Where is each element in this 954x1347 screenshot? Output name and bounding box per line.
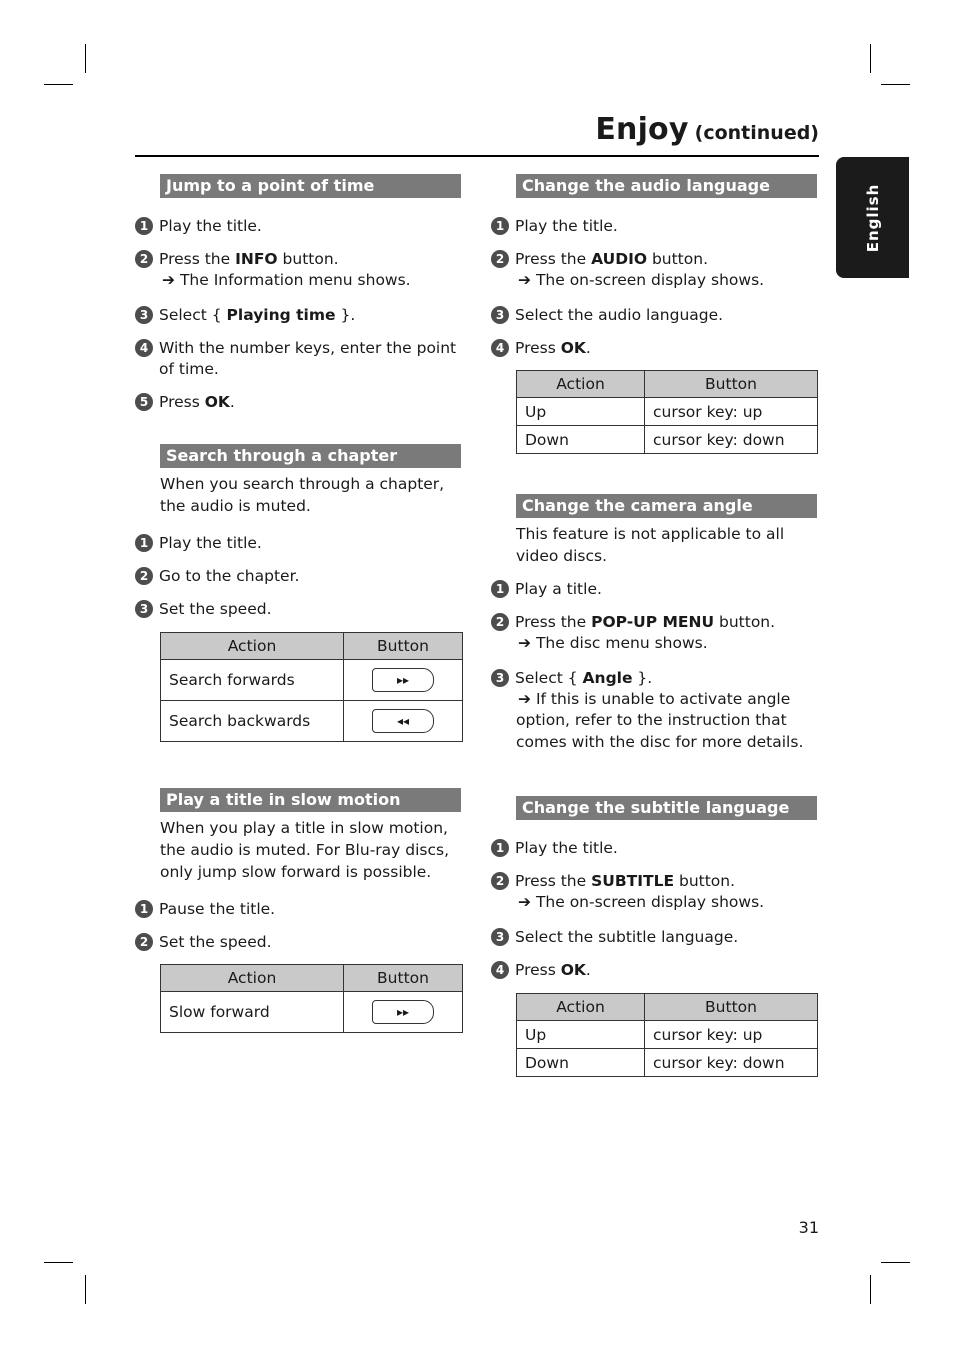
- step-number: 2: [491, 872, 509, 890]
- table-cell: [344, 701, 463, 742]
- step-text: Play a title.: [515, 580, 602, 598]
- crop-mark: [44, 1262, 73, 1263]
- table-header-cell: Action: [161, 633, 344, 660]
- section-intro: When you play a title in slow motion, the audio is muted. For Blu-ray discs, only jump slow forward is possible.: [160, 819, 449, 881]
- step-number: 5: [135, 393, 153, 411]
- table-header-cell: Button: [645, 371, 818, 398]
- step-item: [139, 338, 463, 380]
- section-heading-search: Search through a chapter: [160, 444, 461, 468]
- language-tab: [836, 157, 909, 278]
- page-title-sub: (continued): [694, 122, 819, 144]
- section-heading-jump: Jump to a point of time: [160, 174, 461, 198]
- table-row: [161, 701, 463, 742]
- step-text: Pause the title.: [159, 900, 276, 918]
- arrow-icon: ➔: [518, 893, 531, 911]
- arrow-icon: ➔: [162, 271, 175, 289]
- step-text: Select the subtitle language.: [515, 928, 739, 946]
- page-title: [595, 112, 819, 147]
- step-note: If this is unable to activate angle: [535, 690, 791, 708]
- step-key: SUBTITLE: [591, 872, 675, 890]
- step-text: Play the title.: [159, 217, 262, 235]
- section-intro: When you search through a chapter, the audio is muted.: [160, 475, 445, 515]
- section-heading-slow: Play a title in slow motion: [160, 788, 461, 812]
- table-header-cell: Action: [517, 371, 645, 398]
- language-tab-label: English: [863, 183, 882, 252]
- header-rule: [135, 155, 819, 157]
- step-text: Select the audio language.: [515, 306, 724, 324]
- step-text: Press: [159, 393, 205, 411]
- step-note: The Information menu shows.: [179, 271, 411, 289]
- table-row: [161, 992, 463, 1033]
- step-number: 1: [135, 900, 153, 918]
- step-number: 2: [135, 933, 153, 951]
- step-number: 1: [491, 217, 509, 235]
- step-text: button.: [714, 613, 776, 631]
- section-heading-camera: Change the camera angle: [516, 494, 817, 518]
- table-cell: Down: [517, 426, 645, 454]
- step-result: [518, 689, 790, 710]
- step-number: 1: [491, 580, 509, 598]
- step-text: button.: [277, 250, 339, 268]
- table-cell: cursor key: up: [645, 398, 818, 426]
- table-row: [161, 660, 463, 701]
- step-text: button.: [674, 872, 736, 890]
- crop-mark: [881, 1262, 910, 1263]
- page-title-main: Enjoy: [595, 112, 689, 147]
- step-text: Press the: [159, 250, 236, 268]
- rewind-icon: ◂◂: [372, 709, 434, 733]
- step-note: The on-screen display shows.: [535, 893, 765, 911]
- step-number: 1: [491, 839, 509, 857]
- table-cell: cursor key: up: [645, 1021, 818, 1049]
- step-result: [518, 270, 764, 291]
- step-key: Angle: [582, 669, 633, 687]
- step-text: Play the title.: [515, 217, 618, 235]
- step-item: [495, 668, 653, 689]
- table-cell: Up: [517, 1021, 645, 1049]
- step-key: OK: [560, 961, 586, 979]
- table-cell: cursor key: down: [645, 1049, 818, 1077]
- step-number: 3: [491, 928, 509, 946]
- table-header-cell: Action: [161, 965, 344, 992]
- table-cell: Up: [517, 398, 645, 426]
- step-item: [139, 932, 272, 953]
- crop-mark: [44, 84, 73, 85]
- step-text: .: [585, 961, 591, 979]
- step-item: [495, 960, 591, 981]
- step-number: 1: [135, 534, 153, 552]
- audio-table: [516, 370, 818, 454]
- step-text: button.: [647, 250, 708, 268]
- step-key: OK: [204, 393, 230, 411]
- step-text: Set the speed.: [159, 600, 272, 618]
- section-intro: This feature is not applicable to all video discs.: [516, 525, 785, 565]
- page-number: 31: [798, 1218, 819, 1237]
- arrow-icon: ➔: [518, 271, 531, 289]
- section-heading-audio: Change the audio language: [516, 174, 817, 198]
- step-text: Select {: [515, 669, 583, 687]
- crop-mark: [85, 1275, 86, 1304]
- step-text: Press the: [515, 250, 592, 268]
- step-text: Go to the chapter.: [159, 567, 300, 585]
- step-key: Playing time: [226, 306, 336, 324]
- table-header-cell: Button: [344, 965, 463, 992]
- table-header-cell: Button: [645, 994, 818, 1021]
- step-item: [139, 216, 262, 237]
- table-cell: [344, 660, 463, 701]
- arrow-icon: ➔: [518, 690, 531, 708]
- step-text: Play the title.: [515, 839, 618, 857]
- step-text: .: [585, 339, 591, 357]
- step-number: 2: [135, 250, 153, 268]
- step-text: Press: [515, 339, 561, 357]
- step-item: [495, 249, 708, 270]
- step-number: 4: [491, 961, 509, 979]
- step-item: [495, 305, 724, 326]
- crop-mark: [870, 1275, 871, 1304]
- step-text: Play the title.: [159, 534, 262, 552]
- step-number: 4: [491, 339, 509, 357]
- step-text: Press the: [515, 613, 592, 631]
- step-item: [495, 838, 618, 859]
- arrow-icon: ➔: [518, 634, 531, 652]
- step-text: Select {: [159, 306, 227, 324]
- step-note: The disc menu shows.: [535, 634, 708, 652]
- table-cell: Down: [517, 1049, 645, 1077]
- table-cell: Search backwards: [161, 701, 344, 742]
- step-item: [495, 927, 739, 948]
- step-text: Press: [515, 961, 561, 979]
- table-cell: Slow forward: [161, 992, 344, 1033]
- step-item: [139, 566, 300, 587]
- step-item: [139, 899, 276, 920]
- step-result: [518, 892, 764, 913]
- step-text: .: [229, 393, 235, 411]
- table-header-row: [517, 994, 818, 1021]
- slow-table: [160, 964, 463, 1033]
- step-text: With the number keys, enter the point of time.: [159, 339, 457, 378]
- crop-mark: [870, 44, 871, 73]
- step-item: [495, 612, 776, 633]
- table-row: [517, 1049, 818, 1077]
- step-item: [139, 533, 262, 554]
- step-item: [139, 599, 272, 620]
- step-key: INFO: [235, 250, 278, 268]
- step-item: [495, 338, 591, 359]
- fast-forward-icon: ▸▸: [372, 1000, 434, 1024]
- table-row: [517, 1021, 818, 1049]
- crop-mark: [85, 44, 86, 73]
- table-header-cell: Action: [517, 994, 645, 1021]
- table-row: [517, 398, 818, 426]
- step-number: 4: [135, 339, 153, 357]
- step-result: [518, 633, 708, 654]
- table-cell: Search forwards: [161, 660, 344, 701]
- step-key: POP-UP MENU: [591, 613, 715, 631]
- fast-forward-icon: ▸▸: [372, 668, 434, 692]
- subtitle-table: [516, 993, 818, 1077]
- step-item: [495, 579, 602, 600]
- table-header-row: [517, 371, 818, 398]
- section-heading-subtitle: Change the subtitle language: [516, 796, 817, 820]
- step-number: 3: [491, 306, 509, 324]
- step-text: }.: [632, 669, 653, 687]
- step-text: Press the: [515, 872, 592, 890]
- table-cell: [344, 992, 463, 1033]
- step-item: [139, 392, 235, 413]
- search-table: [160, 632, 463, 742]
- step-key: OK: [560, 339, 586, 357]
- step-item: [139, 305, 356, 326]
- step-number: 3: [135, 306, 153, 324]
- step-number: 2: [491, 613, 509, 631]
- step-item: [495, 871, 736, 892]
- step-item: [495, 216, 618, 237]
- step-number: 2: [135, 567, 153, 585]
- step-key: AUDIO: [591, 250, 648, 268]
- step-result: [162, 270, 411, 291]
- step-number: 1: [135, 217, 153, 235]
- crop-mark: [881, 84, 910, 85]
- step-note-continued: option, refer to the instruction that comes with the disc for more details.: [516, 711, 804, 751]
- table-header-cell: Button: [344, 633, 463, 660]
- step-note: The on-screen display shows.: [535, 271, 765, 289]
- step-text: }.: [335, 306, 356, 324]
- step-number: 3: [491, 669, 509, 687]
- table-header-row: [161, 633, 463, 660]
- table-row: [517, 426, 818, 454]
- step-number: 2: [491, 250, 509, 268]
- table-cell: cursor key: down: [645, 426, 818, 454]
- step-text: Set the speed.: [159, 933, 272, 951]
- table-header-row: [161, 965, 463, 992]
- step-item: [139, 249, 339, 270]
- step-number: 3: [135, 600, 153, 618]
